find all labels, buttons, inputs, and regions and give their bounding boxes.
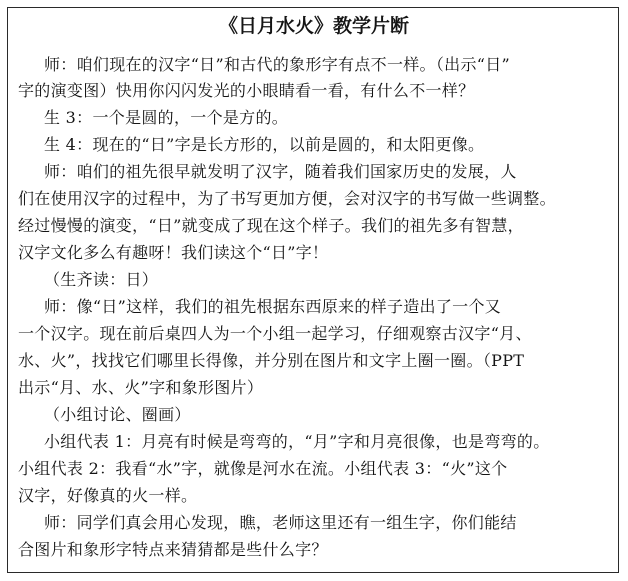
paragraph-line: 生 3：一个是圆的，一个是方的。 <box>44 108 289 127</box>
document-title: 《日月水火》教学片断 <box>218 15 409 37</box>
paragraph-line: 合图片和象形字特点来猜猜都是些什么字？ <box>18 540 328 559</box>
paragraph-line: 师：咱们的祖先很早就发明了汉字，随着我们国家历史的发展，人 <box>44 162 517 181</box>
paragraph-line: 水、火”，找找它们哪里长得像，并分别在图片和文字上圈一圈。（PPT <box>18 351 525 370</box>
paragraph-line: 汉字，好像真的火一样。 <box>18 486 198 505</box>
paragraph-line: 师：同学们真会用心发现，瞧，老师这里还有一组生字，你们能结 <box>44 513 517 532</box>
paragraph-line: 师：咱们现在的汉字“日”和古代的象形字有点不一样。（出示“日” <box>44 55 511 74</box>
paragraph-line: 们在使用汉字的过程中，为了书写更加方便，会对汉字的书写做一些调整。 <box>18 189 556 208</box>
paragraph-line: 出示“月、水、火”字和象形图片） <box>18 378 264 397</box>
paragraph-line: 经过慢慢的演变，“日”就变成了现在这个样子。我们的祖先多有智慧， <box>18 216 524 235</box>
paragraph-line: 小组代表 1：月亮有时候是弯弯的，“月”字和月亮很像，也是弯弯的。 <box>44 432 550 451</box>
paragraph-line: 师：像“日”这样，我们的祖先根据东西原来的样子造出了一个又 <box>44 297 502 316</box>
paragraph-line: 小组代表 2：我看“水”字，就像是河水在流。小组代表 3：“火”这个 <box>18 459 508 478</box>
paragraph-line: 汉字文化多么有趣呀！我们读这个“日”字！ <box>18 243 329 262</box>
paragraph-line: 生 4：现在的“日”字是长方形的，以前是圆的，和太阳更像。 <box>44 135 485 154</box>
paragraph-line: 一个汉字。现在前后桌四人为一个小组一起学习，仔细观察古汉字“月、 <box>18 324 532 343</box>
paragraph-line: （小组讨论、圈画） <box>44 405 191 424</box>
paragraph-line: （生齐读：日） <box>44 270 159 289</box>
paragraph-line: 字的演变图）快用你闪闪发光的小眼睛看一看，有什么不一样？ <box>18 81 475 100</box>
